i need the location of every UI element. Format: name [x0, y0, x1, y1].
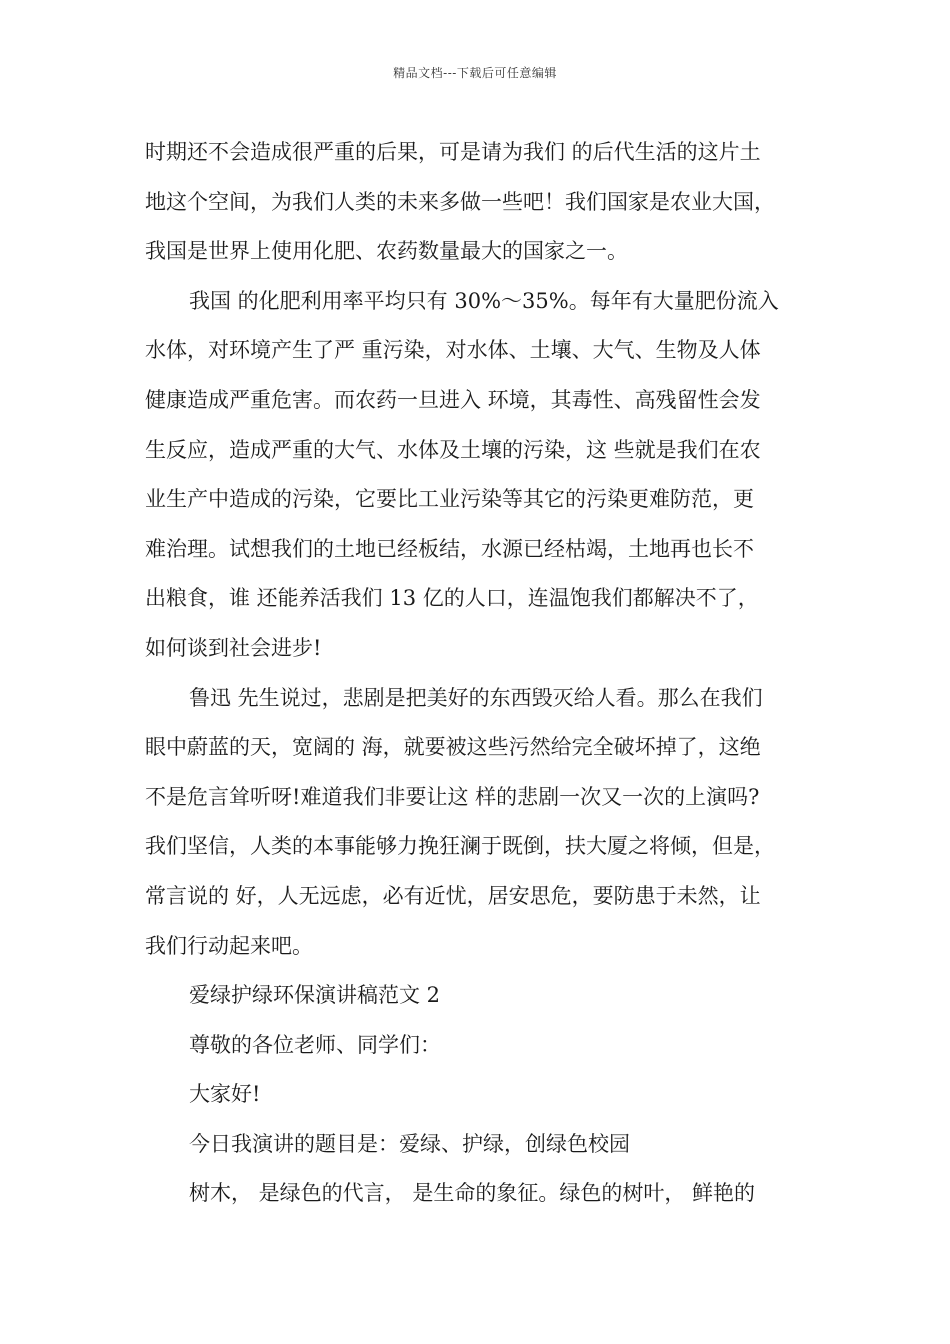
paragraph-start-line: 我国 的化肥利用率平均只有 30%～35%。每年有大量肥份流入 [189, 288, 779, 313]
text-line: 健康造成严重危害。而农药一旦进入 环境，其毒性、高残留性会发 [145, 387, 761, 412]
text-line: 我们坚信，人类的本事能够力挽狂澜于既倒，扶大厦之将倾，但是， [145, 834, 775, 859]
text-line: 业生产中造成的污染，它要比工业污染等其它的污染更难防范，更 [145, 487, 754, 512]
text-line: 常言说的 好，人无远虑，必有近忧，居安思危，要防患于未然，让 [145, 883, 761, 908]
text-line: 如何谈到社会进步! [145, 635, 322, 660]
paragraph-start-line: 树木， 是绿色的代言， 是生命的象征。绿色的树叶， 鲜艳的 [189, 1181, 756, 1206]
text-line: 我们行动起来吧。 [145, 933, 313, 958]
text-line: 时期还不会造成很严重的后果，可是请为我们 的后代生活的这片土 [145, 140, 761, 164]
greeting: 大家好! [189, 1082, 261, 1107]
document-body [145, 128, 825, 1219]
text-line: 难治理。试想我们的土地已经板结，水源已经枯竭，土地再也长不 [145, 536, 754, 561]
text-line: 生反应，造成严重的大气、水体及土壤的污染，这 些就是我们在农 [145, 437, 761, 462]
text-line: 我国是世界上使用化肥、农药数量最大的国家之一。 [145, 239, 628, 264]
text-line: 水体，对环境产生了严 重污染，对水体、土壤、大气、生物及人体 [145, 338, 761, 363]
paragraph-start-line: 鲁迅 先生说过，悲剧是把美好的东西毁灭给人看。那么在我们 [189, 685, 763, 710]
speech-topic: 今日我演讲的题目是：爱绿、护绿，创绿色校园 [189, 1131, 630, 1156]
page-header: 精品文档---下载后可任意编辑 [393, 66, 557, 80]
section-title: 爱绿护绿环保演讲稿范文 2 [189, 983, 441, 1008]
text-line: 不是危言耸听呀!难道我们非要让这 样的悲剧一次又一次的上演吗? [145, 784, 760, 809]
text-line: 地这个空间，为我们人类的未来多做一些吧！我们国家是农业大国， [145, 189, 775, 214]
text-line: 出粮食，谁 还能养活我们 13 亿的人口，连温饱我们都解决不了， [145, 586, 759, 611]
text-line: 眼中蔚蓝的天，宽阔的 海，就要被这些污然给完全破坏掉了，这绝 [145, 735, 761, 760]
salutation: 尊敬的各位老师、同学们： [189, 1032, 441, 1057]
